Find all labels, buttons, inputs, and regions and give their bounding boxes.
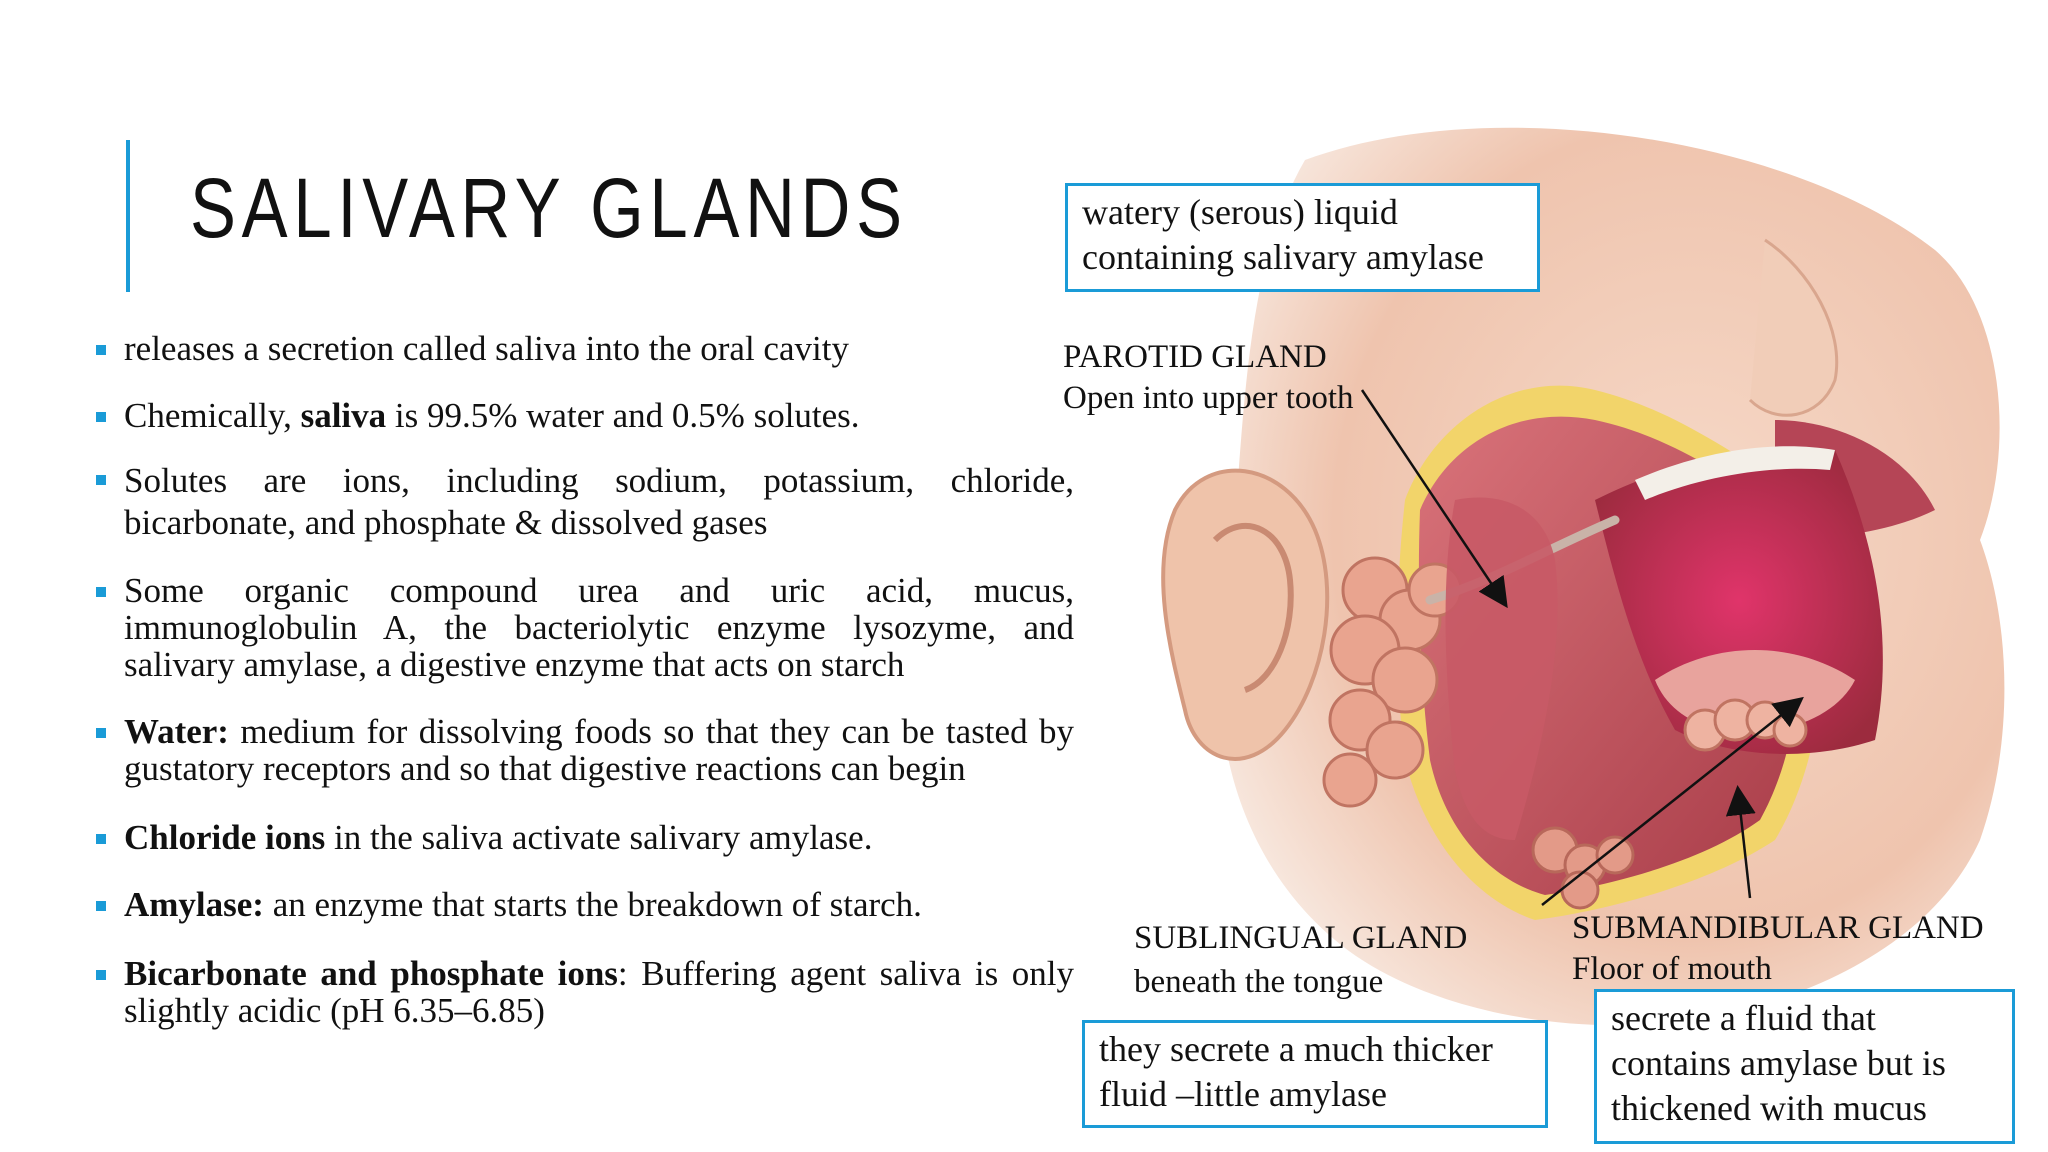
submandibular-label — [1572, 908, 1984, 990]
bullet-text: : Buffering agent saliva is only slightly acidic (pH 6.35–6.85) — [124, 954, 1074, 1030]
callout-line: fluid –little amylase — [1099, 1074, 1387, 1114]
bullet-item — [96, 572, 1074, 683]
bullet-text: Chemically, — [124, 396, 301, 435]
bullet-item — [96, 955, 1074, 1029]
bullet-text: an enzyme that starts the breakdown of starch. — [263, 885, 922, 924]
bullet-text: releases a secretion called saliva into the oral cavity — [124, 329, 849, 368]
bullet-item — [96, 886, 1074, 923]
submandibular-callout — [1594, 989, 2015, 1144]
bullet-item — [96, 819, 1074, 856]
callout-line: secrete a fluid that — [1611, 998, 1876, 1038]
bullet-text: medium for dissolving foods so that they can be tasted by gustatory receptors and so that digestive reactions can begin — [124, 712, 1074, 788]
bullet-bold-term: saliva — [300, 396, 387, 435]
bullet-list — [96, 330, 1074, 1029]
gland-name: SUBLINGUAL GLAND — [1134, 920, 1468, 956]
bullet-bold-term: Chloride ions — [124, 818, 326, 857]
gland-name: PAROTID GLAND — [1063, 339, 1327, 375]
callout-line: contains amylase but is — [1611, 1043, 1946, 1083]
bullet-item — [96, 330, 1074, 367]
parotid-label — [1063, 337, 1354, 419]
bullet-text: Some organic compound urea and uric acid, mucus, immunoglobulin A, the bacteriolytic enzyme lysozyme, and salivary amylase, a digestive enzyme that acts on starch — [124, 571, 1074, 684]
sublingual-label — [1134, 916, 1467, 1004]
gland-description: Open into upper tooth — [1063, 380, 1354, 416]
bullet-item — [96, 713, 1074, 787]
bullet-bold-term: Amylase: — [124, 885, 264, 924]
callout-line: thickened with mucus — [1611, 1088, 1927, 1128]
title-accent-bar — [126, 140, 130, 292]
bullet-text: in the saliva activate salivary amylase. — [325, 818, 873, 857]
slide-title: SALIVARY GLANDS — [190, 161, 908, 255]
bullet-bold-term: Water: — [124, 712, 229, 751]
callout-line: containing salivary amylase — [1082, 237, 1484, 277]
bullet-item — [96, 460, 1074, 544]
sublingual-callout — [1082, 1020, 1548, 1128]
serous-liquid-callout — [1065, 183, 1540, 292]
gland-description: beneath the tongue — [1134, 964, 1384, 1000]
bullet-text: is 99.5% water and 0.5% solutes. — [386, 396, 860, 435]
bullet-text: Solutes are ions, including sodium, potassium, chloride, bicarbonate, and phosphate & dissolved gases — [124, 461, 1074, 542]
bullet-bold-term: Bicarbonate and phosphate ions — [124, 954, 618, 993]
callout-line: watery (serous) liquid — [1082, 192, 1398, 232]
gland-description: Floor of mouth — [1572, 951, 1772, 987]
bullet-item — [96, 397, 1074, 434]
callout-line: they secrete a much thicker — [1099, 1029, 1493, 1069]
gland-name: SUBMANDIBULAR GLAND — [1572, 910, 1984, 946]
